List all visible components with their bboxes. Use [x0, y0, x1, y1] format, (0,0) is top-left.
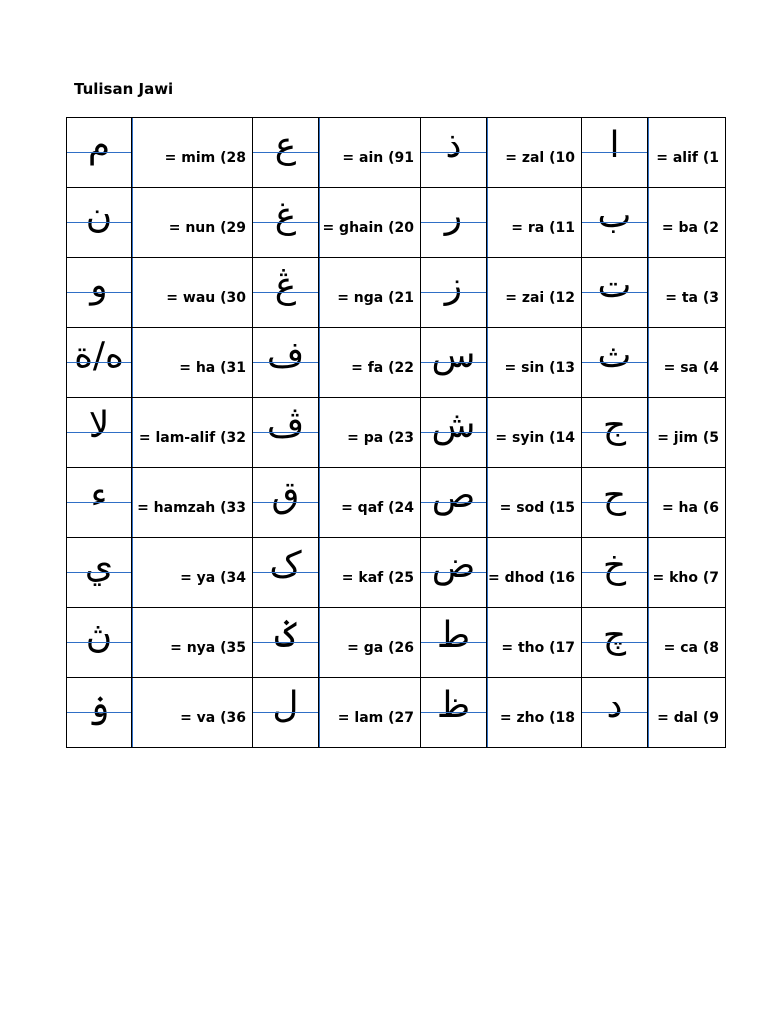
- letter-name-cell: [487, 328, 582, 398]
- letter-name-cell: [648, 608, 726, 678]
- letter-name-cell: [132, 608, 253, 678]
- table-row: [67, 678, 726, 748]
- jawi-letter-cell: [582, 468, 648, 538]
- letter-name-cell: [648, 538, 726, 608]
- jawi-letter: ط: [436, 615, 471, 656]
- letter-name-cell: [487, 468, 582, 538]
- jawi-letter: ي: [84, 545, 114, 586]
- table-body: [67, 118, 726, 748]
- jawi-letter: ز: [444, 265, 463, 306]
- jawi-letter: ض: [431, 545, 476, 586]
- jawi-letter-cell: [253, 258, 319, 328]
- jawi-letter: ء: [90, 475, 108, 516]
- letter-name: = wau (30: [166, 289, 246, 306]
- letter-name: = alif (1: [656, 149, 719, 166]
- letter-name-cell: [648, 118, 726, 188]
- jawi-letter: لا: [88, 405, 110, 446]
- letter-name: = zho (18: [499, 709, 575, 726]
- jawi-letter: ݢ: [274, 615, 297, 656]
- jawi-letter: ف: [266, 335, 305, 376]
- jawi-letter: ش: [431, 405, 476, 446]
- letter-name: = sod (15: [499, 499, 575, 516]
- jawi-letter: ق: [271, 475, 300, 516]
- letter-name: = ca (8: [663, 639, 719, 656]
- letter-name: = hamzah (33: [137, 499, 246, 516]
- letter-name: = ra (11: [511, 219, 575, 236]
- jawi-letter: د: [606, 685, 623, 726]
- jawi-letter: س: [431, 335, 476, 376]
- jawi-letter: ل: [272, 685, 299, 726]
- jawi-letter: و: [90, 265, 108, 306]
- jawi-letter-cell: [421, 328, 487, 398]
- letter-name-cell: [487, 608, 582, 678]
- letter-name: = nya (35: [170, 639, 246, 656]
- letter-name: = kaf (25: [341, 569, 414, 586]
- jawi-letter-cell: [67, 398, 132, 468]
- letter-name: = zal (10: [505, 149, 575, 166]
- jawi-letter-cell: [253, 678, 319, 748]
- jawi-letter-cell: [582, 678, 648, 748]
- jawi-letter-cell: [67, 328, 132, 398]
- table-row: [67, 538, 726, 608]
- letter-name: = ya (34: [180, 569, 246, 586]
- letter-name-cell: [319, 328, 421, 398]
- jawi-letter-cell: [253, 118, 319, 188]
- letter-name-cell: [319, 468, 421, 538]
- letter-name: = ga (26: [347, 639, 414, 656]
- letter-name: = kho (7: [652, 569, 719, 586]
- jawi-letter: ح: [602, 475, 627, 516]
- letter-name: = nun (29: [168, 219, 246, 236]
- jawi-letter: ذ: [445, 125, 462, 166]
- jawi-letter-cell: [582, 118, 648, 188]
- jawi-letter: ظ: [436, 685, 471, 726]
- jawi-alphabet-table: [66, 117, 726, 748]
- letter-name-cell: [132, 678, 253, 748]
- jawi-letter: ث: [597, 335, 632, 376]
- table-row: [67, 258, 726, 328]
- letter-name-cell: [487, 118, 582, 188]
- jawi-letter-cell: [67, 608, 132, 678]
- letter-name: = ta (3: [665, 289, 719, 306]
- jawi-letter-cell: [421, 468, 487, 538]
- letter-name-cell: [487, 678, 582, 748]
- jawi-letter: ڽ: [85, 615, 113, 656]
- jawi-letter-cell: [421, 398, 487, 468]
- letter-name: = ha (6: [661, 499, 719, 516]
- jawi-letter-cell: [582, 188, 648, 258]
- jawi-letter-cell: [582, 398, 648, 468]
- jawi-letter: چ: [602, 615, 627, 656]
- jawi-letter-cell: [67, 678, 132, 748]
- letter-name-cell: [487, 398, 582, 468]
- letter-name: = zai (12: [505, 289, 575, 306]
- jawi-letter: خ: [602, 545, 627, 586]
- letter-name-cell: [319, 398, 421, 468]
- table-row: [67, 608, 726, 678]
- jawi-letter-cell: [67, 468, 132, 538]
- jawi-letter: ۏ: [88, 685, 110, 726]
- jawi-letter: ن: [85, 195, 113, 236]
- jawi-letter: ت: [597, 265, 632, 306]
- letter-name-cell: [487, 258, 582, 328]
- table-row: [67, 328, 726, 398]
- letter-name: = lam (27: [337, 709, 414, 726]
- jawi-letter-cell: [582, 258, 648, 328]
- jawi-letter-cell: [253, 538, 319, 608]
- table-row: [67, 118, 726, 188]
- letter-name: = dhod (16: [488, 569, 575, 586]
- letter-name: = dal (9: [657, 709, 719, 726]
- jawi-letter: ڠ: [274, 265, 297, 306]
- letter-name: = syin (14: [495, 429, 575, 446]
- jawi-letter: ص: [431, 475, 476, 516]
- letter-name-cell: [648, 468, 726, 538]
- letter-name-cell: [648, 188, 726, 258]
- letter-name: = va (36: [180, 709, 246, 726]
- jawi-letter-cell: [421, 258, 487, 328]
- jawi-letter-cell: [421, 538, 487, 608]
- jawi-letter: غ: [274, 195, 297, 236]
- letter-name: = qaf (24: [341, 499, 414, 516]
- letter-name: = mim (28: [164, 149, 246, 166]
- page-title: Tulisan Jawi: [74, 80, 174, 98]
- jawi-letter-cell: [67, 118, 132, 188]
- letter-name-cell: [319, 188, 421, 258]
- letter-name-cell: [648, 678, 726, 748]
- letter-name: = ain (91: [342, 149, 414, 166]
- jawi-letter-cell: [67, 188, 132, 258]
- letter-name-cell: [319, 538, 421, 608]
- jawi-letter: ڤ: [266, 405, 305, 446]
- jawi-letter-cell: [421, 678, 487, 748]
- jawi-letter-cell: [67, 538, 132, 608]
- jawi-letter: ج: [602, 405, 627, 446]
- letter-name-cell: [132, 398, 253, 468]
- letter-name: = sin (13: [504, 359, 575, 376]
- letter-name-cell: [132, 468, 253, 538]
- letter-name: = fa (22: [351, 359, 414, 376]
- jawi-letter-cell: [253, 398, 319, 468]
- letter-name-cell: [132, 118, 253, 188]
- letter-name: = ha (31: [179, 359, 246, 376]
- jawi-letter-cell: [421, 188, 487, 258]
- jawi-letter: ک: [269, 545, 302, 586]
- table-row: [67, 188, 726, 258]
- letter-name-cell: [648, 398, 726, 468]
- jawi-letter-cell: [253, 328, 319, 398]
- jawi-letter: ه/ة: [74, 335, 124, 376]
- jawi-letter-cell: [582, 328, 648, 398]
- letter-name-cell: [487, 188, 582, 258]
- letter-name-cell: [319, 608, 421, 678]
- jawi-letter: ر: [444, 195, 463, 236]
- letter-name-cell: [132, 188, 253, 258]
- table-row: [67, 468, 726, 538]
- letter-name-cell: [132, 538, 253, 608]
- jawi-letter-cell: [253, 188, 319, 258]
- letter-name: = sa (4: [663, 359, 719, 376]
- jawi-letter: ب: [597, 195, 632, 236]
- letter-name: = jim (5: [657, 429, 719, 446]
- letter-name: = ghain (20: [322, 219, 414, 236]
- letter-name: = lam-alif (32: [138, 429, 246, 446]
- jawi-letter-cell: [253, 468, 319, 538]
- table-row: [67, 398, 726, 468]
- jawi-letter-cell: [253, 608, 319, 678]
- letter-name: = tho (17: [501, 639, 575, 656]
- jawi-letter: م: [87, 125, 111, 166]
- letter-name-cell: [319, 258, 421, 328]
- letter-name-cell: [132, 328, 253, 398]
- letter-name-cell: [319, 678, 421, 748]
- letter-name: = pa (23: [347, 429, 414, 446]
- letter-name-cell: [648, 328, 726, 398]
- jawi-letter-cell: [421, 118, 487, 188]
- letter-name-cell: [648, 258, 726, 328]
- jawi-letter-cell: [582, 608, 648, 678]
- jawi-letter-cell: [582, 538, 648, 608]
- jawi-letter: ا: [609, 125, 620, 166]
- letter-name-cell: [132, 258, 253, 328]
- letter-name: = nga (21: [337, 289, 414, 306]
- jawi-letter: ع: [274, 125, 297, 166]
- letter-name-cell: [319, 118, 421, 188]
- letter-name-cell: [487, 538, 582, 608]
- jawi-letter-cell: [67, 258, 132, 328]
- jawi-letter-cell: [421, 608, 487, 678]
- letter-name: = ba (2: [661, 219, 719, 236]
